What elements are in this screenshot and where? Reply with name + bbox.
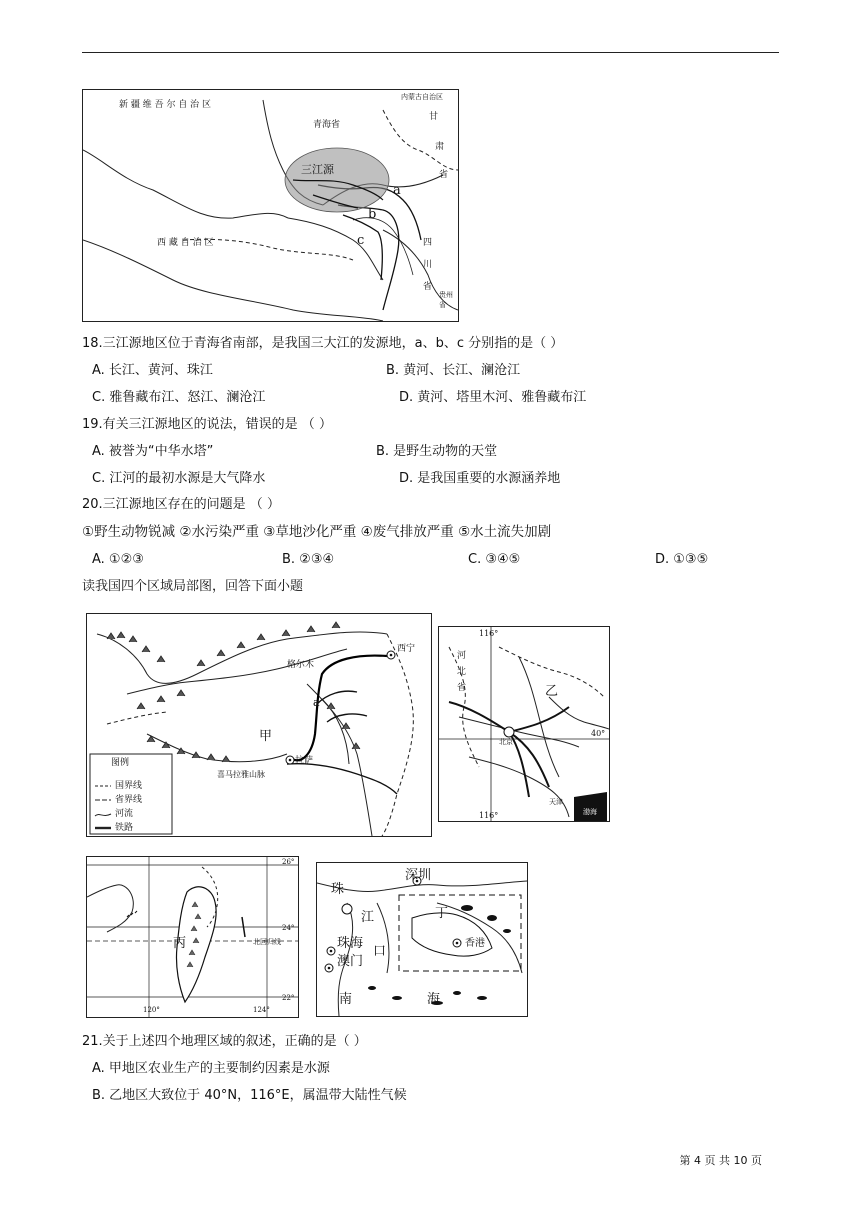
label-xizang: 西 藏 自 治 区 — [157, 238, 214, 248]
sanjiangyuan-map — [82, 89, 459, 322]
legend-item-province: 省界线 — [115, 795, 143, 805]
legend-title: 图例 — [111, 758, 130, 768]
label-ding: 丁 — [435, 906, 449, 921]
q20-option-d[interactable]: D. ①③⑤ — [655, 552, 709, 567]
map-bing — [86, 856, 299, 1018]
q20-stem: 20.三江源地区存在的问题是 （ ） — [82, 497, 280, 512]
page-footer: 第 4 页 共 10 页 — [679, 1154, 762, 1167]
label-jia: 甲 — [259, 729, 273, 744]
q18-option-c[interactable]: C. 雅鲁藏布江、怒江、澜沧江 — [92, 390, 266, 405]
q19-option-d[interactable]: D. 是我国重要的水源涵养地 — [399, 471, 561, 486]
label-beijing: 北京 — [499, 738, 513, 746]
label-zhuhai: 珠海 — [337, 936, 364, 951]
label-chuan: 川 — [423, 260, 433, 270]
label-su: 肃 — [435, 142, 445, 152]
label-lon-top: 116° — [479, 629, 499, 638]
label-guizhou: 贵州省 — [439, 291, 453, 309]
label-qinghai: 青海省 — [313, 120, 341, 130]
legend-item-border: 国界线 — [115, 781, 143, 791]
label-lat26: 26° — [282, 858, 295, 866]
q20-option-c[interactable]: C. ③④⑤ — [468, 552, 521, 567]
label-si: 四 — [423, 238, 433, 248]
label-lon120: 120° — [143, 1006, 160, 1014]
q20-option-b[interactable]: B. ②③④ — [282, 552, 335, 567]
label-bohai: 渤海 — [583, 808, 597, 816]
q18-option-a[interactable]: A. 长江、黄河、珠江 — [92, 363, 213, 378]
label-gan: 甘 — [429, 112, 439, 122]
q20-option-a[interactable]: A. ①②③ — [92, 552, 144, 567]
label-zhu: 珠 — [331, 882, 345, 897]
q19-stem: 19.有关三江源地区的说法，错误的是 （ ） — [82, 417, 332, 432]
map-yi — [438, 626, 610, 822]
label-he: 河 — [457, 651, 467, 661]
label-b: b — [368, 207, 377, 222]
label-tianjin: 天津 — [549, 798, 563, 806]
label-a: a — [393, 183, 401, 198]
label-sheng: 省 — [457, 683, 467, 693]
label-bing: 丙 — [173, 936, 187, 951]
label-sheng-gansu: 省 — [439, 170, 449, 180]
q19-option-a[interactable]: A. 被誉为“中华水塔” — [92, 444, 214, 459]
label-yi: 乙 — [545, 684, 559, 699]
label-lat: 40° — [591, 729, 606, 738]
label-sheng-sichuan: 省 — [423, 282, 433, 292]
q21-stem: 21.关于上述四个地理区域的叙述，正确的是（ ） — [82, 1034, 367, 1049]
header-rule — [82, 52, 779, 53]
label-hai: 海 — [427, 992, 441, 1007]
label-xinjiang: 新 疆 维 吾 尔 自 治 区 — [119, 100, 212, 110]
label-lasa: 拉萨 — [295, 756, 314, 766]
label-lon124: 124° — [253, 1006, 270, 1014]
label-mountain: 喜马拉雅山脉 — [217, 770, 265, 779]
label-shenzhen: 深圳 — [405, 868, 432, 883]
q18-option-d[interactable]: D. 黄河、塔里木河、雅鲁藏布江 — [399, 390, 587, 405]
label-lat22: 22° — [282, 994, 295, 1002]
label-kou: 口 — [373, 944, 387, 959]
label-bei: 北 — [457, 667, 467, 677]
map-ding — [316, 862, 528, 1017]
label-lat24: 24° — [282, 924, 295, 932]
intro-text: 读我国四个区域局部图，回答下面小题 — [82, 579, 304, 594]
q21-option-a[interactable]: A. 甲地区农业生产的主要制约因素是水源 — [92, 1061, 330, 1076]
label-jia-a: a — [313, 696, 320, 709]
q18-option-b[interactable]: B. 黄河、长江、澜沧江 — [386, 363, 521, 378]
label-xianggang: 香港 — [465, 938, 485, 949]
legend-item-railway: 铁路 — [115, 823, 134, 833]
label-tropic: 北回归线 — [253, 938, 281, 946]
q21-option-b[interactable]: B. 乙地区大致位于 40°N，116°E，属温带大陆性气候 — [92, 1088, 407, 1103]
label-sanjiangyuan: 三江源 — [301, 163, 334, 176]
label-jiang: 江 — [361, 910, 375, 925]
sanjiangyuan-map-drawing — [83, 90, 458, 321]
label-geermu: 格尔木 — [287, 660, 315, 670]
q19-option-c[interactable]: C. 江河的最初水源是大气降水 — [92, 471, 266, 486]
q19-option-b[interactable]: B. 是野生动物的天堂 — [376, 444, 498, 459]
q18-stem: 18.三江源地区位于青海省南部，是我国三大江的发源地，a、b、c 分别指的是（ ） — [82, 336, 564, 351]
legend-item-river: 河流 — [115, 809, 134, 819]
label-lon-bottom: 116° — [479, 811, 499, 820]
q20-items: ①野生动物锐减 ②水污染严重 ③草地沙化严重 ④废气排放严重 ⑤水土流失加剧 — [82, 524, 552, 540]
label-nan: 南 — [339, 992, 353, 1007]
label-xining: 西宁 — [397, 644, 416, 654]
map-jia — [86, 613, 432, 837]
label-c: c — [357, 233, 365, 248]
label-aomen: 澳门 — [337, 954, 364, 969]
label-neimenggu: 内蒙古自治区 — [401, 93, 443, 101]
